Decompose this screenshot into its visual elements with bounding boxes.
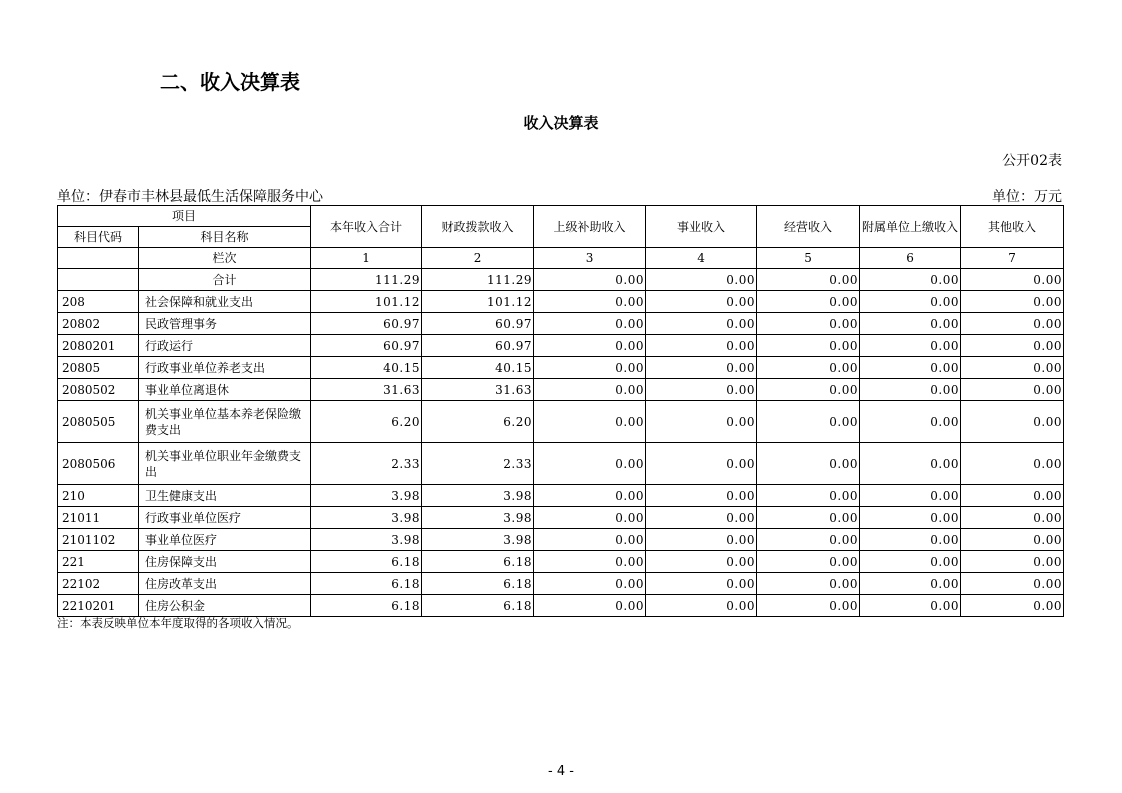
table-row (58, 357, 1064, 379)
cell-value: 0.00 (860, 529, 961, 551)
cell-value: 0.00 (534, 595, 646, 617)
cell-value: 0.00 (646, 507, 757, 529)
row-name: 行政事业单位医疗 (139, 507, 311, 529)
cell-value: 3.98 (311, 507, 422, 529)
row-name: 合计 (139, 269, 311, 291)
table-row-total (58, 269, 1064, 291)
cell-value: 0.00 (860, 507, 961, 529)
cell-value: 0.00 (534, 529, 646, 551)
header-project: 项目 (58, 206, 311, 227)
section-heading: 二、收入决算表 (160, 70, 300, 94)
cell-value: 0.00 (961, 595, 1064, 617)
cell-value: 40.15 (311, 357, 422, 379)
row-name: 住房保障支出 (139, 551, 311, 573)
cell-value: 0.00 (757, 291, 860, 313)
cell-value: 0.00 (534, 269, 646, 291)
cell-value: 0.00 (961, 443, 1064, 485)
cell-value: 0.00 (646, 551, 757, 573)
page-number: - 4 - (548, 764, 574, 779)
table-row (58, 595, 1064, 617)
col-number: 2 (422, 248, 534, 269)
table-row (58, 551, 1064, 573)
row-name: 住房改革支出 (139, 573, 311, 595)
cell-value: 0.00 (534, 379, 646, 401)
cell-value: 31.63 (422, 379, 534, 401)
cell-value: 6.18 (311, 573, 422, 595)
cell-value: 0.00 (534, 573, 646, 595)
col-number: 6 (860, 248, 961, 269)
cell-value: 3.98 (311, 485, 422, 507)
cell-value: 0.00 (534, 291, 646, 313)
cell-value: 0.00 (961, 335, 1064, 357)
header-name: 科目名称 (139, 227, 311, 248)
cell-value: 0.00 (961, 379, 1064, 401)
header-col-1: 本年收入合计 (311, 206, 422, 248)
cell-value: 111.29 (422, 269, 534, 291)
table-row (58, 291, 1064, 313)
row-name: 住房公积金 (139, 595, 311, 617)
cell-value: 0.00 (757, 595, 860, 617)
cell-value: 0.00 (646, 443, 757, 485)
cell-value: 0.00 (757, 401, 860, 443)
row-code: 2080506 (58, 443, 139, 485)
cell-value: 0.00 (646, 401, 757, 443)
cell-value: 0.00 (860, 443, 961, 485)
cell-value: 40.15 (422, 357, 534, 379)
table-row (58, 529, 1064, 551)
cell-value: 0.00 (757, 485, 860, 507)
income-statement-table (57, 205, 1064, 617)
row-code: 22102 (58, 573, 139, 595)
row-code (58, 269, 139, 291)
header-blank (58, 248, 139, 269)
cell-value: 101.12 (311, 291, 422, 313)
cell-value: 0.00 (646, 335, 757, 357)
cell-value: 0.00 (961, 357, 1064, 379)
row-name: 民政管理事务 (139, 313, 311, 335)
cell-value: 0.00 (757, 507, 860, 529)
cell-value: 0.00 (646, 595, 757, 617)
row-code: 20802 (58, 313, 139, 335)
table-row (58, 379, 1064, 401)
cell-value: 0.00 (961, 485, 1064, 507)
row-name: 机关事业单位基本养老保险缴费支出 (139, 401, 311, 443)
row-code: 2080201 (58, 335, 139, 357)
cell-value: 0.00 (646, 291, 757, 313)
cell-value: 3.98 (311, 529, 422, 551)
header-col-3: 上级补助收入 (534, 206, 646, 248)
row-name: 行政运行 (139, 335, 311, 357)
header-code: 科目代码 (58, 227, 139, 248)
header-col-7: 其他收入 (961, 206, 1064, 248)
cell-value: 0.00 (961, 507, 1064, 529)
header-col-4: 事业收入 (646, 206, 757, 248)
cell-value: 0.00 (646, 379, 757, 401)
cell-value: 0.00 (860, 357, 961, 379)
reporting-unit: 单位：伊春市丰林县最低生活保障服务中心 (57, 189, 323, 205)
row-name: 社会保障和就业支出 (139, 291, 311, 313)
cell-value: 3.98 (422, 529, 534, 551)
table-row (58, 507, 1064, 529)
cell-value: 0.00 (534, 357, 646, 379)
cell-value: 0.00 (860, 291, 961, 313)
cell-value: 0.00 (860, 335, 961, 357)
row-name: 事业单位离退休 (139, 379, 311, 401)
row-name: 行政事业单位养老支出 (139, 357, 311, 379)
header-col-6: 附属单位上缴收入 (860, 206, 961, 248)
cell-value: 0.00 (646, 529, 757, 551)
cell-value: 0.00 (534, 485, 646, 507)
table-title: 收入决算表 (523, 114, 599, 132)
row-name: 机关事业单位职业年金缴费支出 (139, 443, 311, 485)
col-number: 1 (311, 248, 422, 269)
col-number: 7 (961, 248, 1064, 269)
table-footnote: 注：本表反映单位本年度取得的各项收入情况。 (57, 616, 299, 630)
cell-value: 6.20 (422, 401, 534, 443)
cell-value: 0.00 (860, 313, 961, 335)
row-name: 事业单位医疗 (139, 529, 311, 551)
cell-value: 2.33 (311, 443, 422, 485)
cell-value: 60.97 (422, 313, 534, 335)
cell-value: 0.00 (646, 357, 757, 379)
cell-value: 0.00 (757, 443, 860, 485)
cell-value: 111.29 (311, 269, 422, 291)
currency-unit: 单位：万元 (992, 189, 1062, 205)
cell-value: 0.00 (757, 529, 860, 551)
cell-value: 60.97 (311, 313, 422, 335)
col-number: 5 (757, 248, 860, 269)
table-row (58, 401, 1064, 443)
cell-value: 0.00 (534, 313, 646, 335)
cell-value: 6.18 (422, 595, 534, 617)
cell-value: 3.98 (422, 485, 534, 507)
cell-value: 0.00 (860, 401, 961, 443)
cell-value: 0.00 (860, 269, 961, 291)
cell-value: 0.00 (860, 551, 961, 573)
row-code: 2101102 (58, 529, 139, 551)
cell-value: 0.00 (860, 379, 961, 401)
cell-value: 0.00 (961, 529, 1064, 551)
cell-value: 0.00 (757, 269, 860, 291)
cell-value: 0.00 (757, 551, 860, 573)
cell-value: 0.00 (646, 485, 757, 507)
cell-value: 0.00 (646, 573, 757, 595)
form-code: 公开02表 (1002, 153, 1062, 169)
cell-value: 0.00 (534, 551, 646, 573)
cell-value: 60.97 (422, 335, 534, 357)
cell-value: 3.98 (422, 507, 534, 529)
cell-value: 0.00 (961, 551, 1064, 573)
row-code: 208 (58, 291, 139, 313)
cell-value: 0.00 (860, 573, 961, 595)
table-row (58, 313, 1064, 335)
row-code: 2210201 (58, 595, 139, 617)
cell-value: 0.00 (534, 443, 646, 485)
header-col-5: 经营收入 (757, 206, 860, 248)
cell-value: 0.00 (534, 335, 646, 357)
row-code: 2080505 (58, 401, 139, 443)
cell-value: 6.20 (311, 401, 422, 443)
table-row (58, 485, 1064, 507)
cell-value: 6.18 (422, 551, 534, 573)
cell-value: 0.00 (961, 573, 1064, 595)
cell-value: 101.12 (422, 291, 534, 313)
row-code: 21011 (58, 507, 139, 529)
table-row (58, 335, 1064, 357)
cell-value: 31.63 (311, 379, 422, 401)
header-col-index-label: 栏次 (139, 248, 311, 269)
cell-value: 0.00 (757, 335, 860, 357)
row-code: 20805 (58, 357, 139, 379)
row-code: 2080502 (58, 379, 139, 401)
cell-value: 0.00 (757, 573, 860, 595)
cell-value: 0.00 (961, 401, 1064, 443)
cell-value: 2.33 (422, 443, 534, 485)
cell-value: 0.00 (961, 269, 1064, 291)
cell-value: 60.97 (311, 335, 422, 357)
cell-value: 6.18 (311, 595, 422, 617)
cell-value: 0.00 (757, 313, 860, 335)
cell-value: 0.00 (860, 485, 961, 507)
cell-value: 6.18 (311, 551, 422, 573)
table-row (58, 573, 1064, 595)
cell-value: 0.00 (961, 313, 1064, 335)
col-number: 3 (534, 248, 646, 269)
cell-value: 0.00 (757, 357, 860, 379)
cell-value: 0.00 (961, 291, 1064, 313)
row-code: 221 (58, 551, 139, 573)
row-code: 210 (58, 485, 139, 507)
header-col-2: 财政拨款收入 (422, 206, 534, 248)
cell-value: 6.18 (422, 573, 534, 595)
cell-value: 0.00 (646, 313, 757, 335)
cell-value: 0.00 (646, 269, 757, 291)
cell-value: 0.00 (534, 507, 646, 529)
row-name: 卫生健康支出 (139, 485, 311, 507)
cell-value: 0.00 (757, 379, 860, 401)
table-row (58, 443, 1064, 485)
col-number: 4 (646, 248, 757, 269)
cell-value: 0.00 (534, 401, 646, 443)
cell-value: 0.00 (860, 595, 961, 617)
